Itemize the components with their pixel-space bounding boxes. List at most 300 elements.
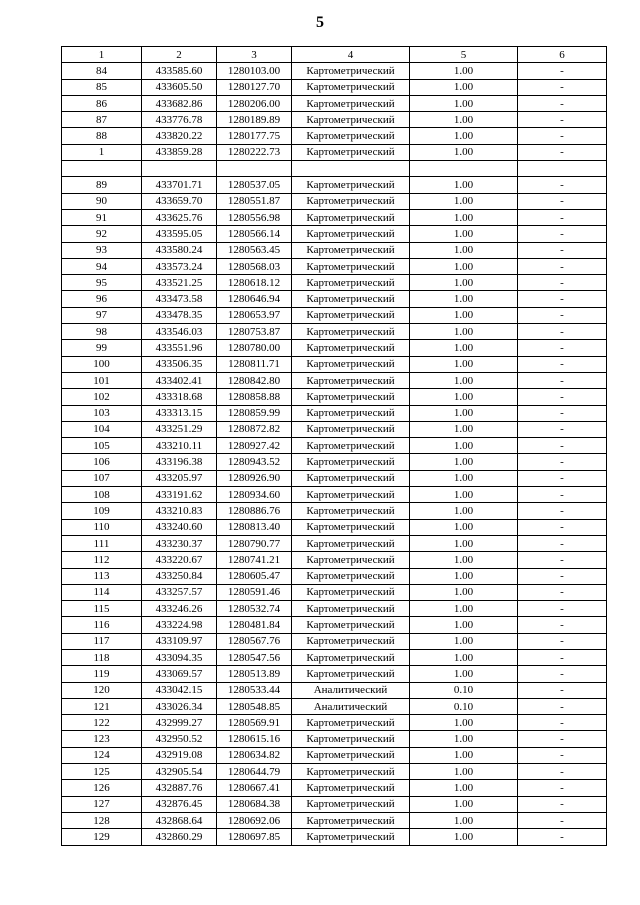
table-cell: 1.00 [410, 340, 518, 356]
table-cell: 433224.98 [142, 617, 217, 633]
table-cell: 1.00 [410, 829, 518, 845]
table-cell: 116 [62, 617, 142, 633]
table-cell: 1280653.97 [217, 307, 292, 323]
table-cell: 433625.76 [142, 209, 217, 225]
table-cell: 432950.52 [142, 731, 217, 747]
table-row [62, 649, 607, 665]
table-cell: 1280692.06 [217, 812, 292, 828]
table-cell: Картометрический [292, 275, 410, 291]
table-cell: 433230.37 [142, 535, 217, 551]
table-row [62, 454, 607, 470]
table-cell: 115 [62, 601, 142, 617]
table-cell: 433313.15 [142, 405, 217, 421]
table-cell: 1280566.14 [217, 226, 292, 242]
table-cell: Картометрический [292, 128, 410, 144]
table-row [62, 487, 607, 503]
table-cell: 104 [62, 421, 142, 437]
table-cell: 1.00 [410, 95, 518, 111]
table-cell: 124 [62, 747, 142, 763]
table-cell: 119 [62, 666, 142, 682]
table-cell: 433069.57 [142, 666, 217, 682]
table-row [62, 731, 607, 747]
table-cell: 117 [62, 633, 142, 649]
table-cell: - [518, 356, 607, 372]
table-cell: 1.00 [410, 812, 518, 828]
table-row [62, 796, 607, 812]
table-cell: 0.10 [410, 682, 518, 698]
table-cell: 1280567.76 [217, 633, 292, 649]
table-cell: 433042.15 [142, 682, 217, 698]
table-cell: - [518, 128, 607, 144]
table-cell: 1.00 [410, 715, 518, 731]
table-cell: 1.00 [410, 356, 518, 372]
column-header: 5 [410, 47, 518, 63]
table-cell: 433026.34 [142, 698, 217, 714]
table-cell: 433820.22 [142, 128, 217, 144]
table-cell: - [518, 698, 607, 714]
table-cell: 432887.76 [142, 780, 217, 796]
table-cell: 1280481.84 [217, 617, 292, 633]
table-cell: 113 [62, 568, 142, 584]
table-cell: 114 [62, 584, 142, 600]
table-cell: 102 [62, 389, 142, 405]
table-cell: 432919.08 [142, 747, 217, 763]
table-cell: 1280206.00 [217, 95, 292, 111]
table-cell: 1.00 [410, 275, 518, 291]
column-header: 2 [142, 47, 217, 63]
table-row [62, 698, 607, 714]
table-cell: Картометрический [292, 177, 410, 193]
table-cell: Картометрический [292, 389, 410, 405]
table-cell: Картометрический [292, 503, 410, 519]
table-cell: 433473.58 [142, 291, 217, 307]
table-cell: - [518, 519, 607, 535]
table-cell: 1.00 [410, 633, 518, 649]
table-row [62, 161, 607, 177]
table-row [62, 519, 607, 535]
table-cell: - [518, 747, 607, 763]
table-row [62, 372, 607, 388]
table-cell: 433701.71 [142, 177, 217, 193]
table-row [62, 193, 607, 209]
table-header-row [62, 47, 607, 63]
table-cell: Картометрический [292, 144, 410, 160]
table-cell: 432876.45 [142, 796, 217, 812]
table-cell: 1.00 [410, 552, 518, 568]
table-row [62, 747, 607, 763]
table-cell: 96 [62, 291, 142, 307]
table-cell: Аналитический [292, 682, 410, 698]
table-cell [410, 161, 518, 177]
table-cell: 1.00 [410, 666, 518, 682]
table-cell: 1.00 [410, 144, 518, 160]
table-row [62, 95, 607, 111]
table-row [62, 568, 607, 584]
table-cell: Картометрический [292, 209, 410, 225]
table-row [62, 780, 607, 796]
table-row [62, 307, 607, 323]
table-cell: 1.00 [410, 193, 518, 209]
table-cell: - [518, 470, 607, 486]
table-cell: Картометрический [292, 307, 410, 323]
table-row [62, 715, 607, 731]
table-cell: 1.00 [410, 568, 518, 584]
table-cell: 1280813.40 [217, 519, 292, 535]
table-cell: 125 [62, 764, 142, 780]
table-cell: 433251.29 [142, 421, 217, 437]
table-cell: 1280858.88 [217, 389, 292, 405]
table-cell: Картометрический [292, 226, 410, 242]
table-cell: - [518, 601, 607, 617]
table-cell: - [518, 715, 607, 731]
table-cell: - [518, 649, 607, 665]
table-cell: 1280741.21 [217, 552, 292, 568]
table-cell [292, 161, 410, 177]
table-cell: - [518, 258, 607, 274]
table-cell: 1280886.76 [217, 503, 292, 519]
table-row [62, 79, 607, 95]
table-cell: - [518, 535, 607, 551]
table-cell: 118 [62, 649, 142, 665]
table-cell: Картометрический [292, 552, 410, 568]
table-cell: 1280569.91 [217, 715, 292, 731]
table-row [62, 666, 607, 682]
table-cell: 432999.27 [142, 715, 217, 731]
table-cell: 1.00 [410, 242, 518, 258]
table-row [62, 633, 607, 649]
table-cell: 433220.67 [142, 552, 217, 568]
table-cell: 1.00 [410, 519, 518, 535]
table-cell: 1.00 [410, 307, 518, 323]
table-cell: 1280537.05 [217, 177, 292, 193]
table-cell: - [518, 764, 607, 780]
table-cell: 433859.28 [142, 144, 217, 160]
table-cell: 1280697.85 [217, 829, 292, 845]
table-cell: 108 [62, 487, 142, 503]
table-cell: 111 [62, 535, 142, 551]
table-cell: 1280103.00 [217, 63, 292, 79]
table-cell: 100 [62, 356, 142, 372]
table-cell: 433478.35 [142, 307, 217, 323]
table-cell: - [518, 307, 607, 323]
table-cell: 1280591.46 [217, 584, 292, 600]
table-cell: 1280605.47 [217, 568, 292, 584]
table-cell: 1.00 [410, 128, 518, 144]
table-cell [142, 161, 217, 177]
table-cell: 1.00 [410, 454, 518, 470]
table-cell: - [518, 63, 607, 79]
table-cell: 433191.62 [142, 487, 217, 503]
table-cell: Картометрический [292, 829, 410, 845]
table-cell: 433196.38 [142, 454, 217, 470]
table-cell: 1280646.94 [217, 291, 292, 307]
table-cell: Картометрический [292, 633, 410, 649]
table-cell: - [518, 112, 607, 128]
table-cell: Картометрический [292, 242, 410, 258]
table-cell: 0.10 [410, 698, 518, 714]
table-cell: 433210.11 [142, 438, 217, 454]
table-cell: 1.00 [410, 649, 518, 665]
table-row [62, 552, 607, 568]
table-cell: - [518, 633, 607, 649]
table-cell: 1.00 [410, 79, 518, 95]
table-cell: 1.00 [410, 535, 518, 551]
table-cell: Картометрический [292, 470, 410, 486]
table-row [62, 356, 607, 372]
table-cell: Картометрический [292, 421, 410, 437]
table-cell: 1280943.52 [217, 454, 292, 470]
table-cell: - [518, 242, 607, 258]
table-row [62, 128, 607, 144]
table-cell: 433551.96 [142, 340, 217, 356]
table-cell: 1 [62, 144, 142, 160]
table-cell: - [518, 144, 607, 160]
table-row [62, 209, 607, 225]
table-cell: 433659.70 [142, 193, 217, 209]
table-cell: 433595.05 [142, 226, 217, 242]
table-cell: 432868.64 [142, 812, 217, 828]
table-cell: Картометрический [292, 95, 410, 111]
table-cell: 1280780.00 [217, 340, 292, 356]
column-header: 4 [292, 47, 410, 63]
table-cell: 1280927.42 [217, 438, 292, 454]
table-cell: Картометрический [292, 617, 410, 633]
table-row [62, 340, 607, 356]
coordinates-table [61, 46, 607, 846]
table-cell: - [518, 291, 607, 307]
table-cell: 89 [62, 177, 142, 193]
table-row [62, 389, 607, 405]
table-cell: - [518, 226, 607, 242]
table-cell: 90 [62, 193, 142, 209]
table-cell: - [518, 193, 607, 209]
table-row [62, 829, 607, 845]
table-cell: 433580.24 [142, 242, 217, 258]
table-cell: 1.00 [410, 258, 518, 274]
table-cell: Картометрический [292, 519, 410, 535]
table-cell: Картометрический [292, 535, 410, 551]
table-row [62, 275, 607, 291]
table-cell: 85 [62, 79, 142, 95]
table-cell: 1.00 [410, 487, 518, 503]
table-cell: Картометрический [292, 340, 410, 356]
table-cell: 433109.97 [142, 633, 217, 649]
table-cell: - [518, 568, 607, 584]
table-cell: Картометрический [292, 796, 410, 812]
table-cell: 1280859.99 [217, 405, 292, 421]
table-cell: 1.00 [410, 226, 518, 242]
table-cell: 1280842.80 [217, 372, 292, 388]
table-cell: 110 [62, 519, 142, 535]
table-cell: 1280753.87 [217, 324, 292, 340]
table-cell: 1.00 [410, 747, 518, 763]
table-cell: 1.00 [410, 617, 518, 633]
table-cell: - [518, 438, 607, 454]
table-cell: 128 [62, 812, 142, 828]
table-cell: 1.00 [410, 731, 518, 747]
table-cell: 1280811.71 [217, 356, 292, 372]
table-cell: 432860.29 [142, 829, 217, 845]
table-cell: 1280618.12 [217, 275, 292, 291]
table-cell: 1.00 [410, 421, 518, 437]
table-cell: Картометрический [292, 405, 410, 421]
table-cell: 433210.83 [142, 503, 217, 519]
table-cell: - [518, 177, 607, 193]
table-row [62, 503, 607, 519]
table-cell: - [518, 796, 607, 812]
table-cell: - [518, 617, 607, 633]
table-cell: 93 [62, 242, 142, 258]
table-cell: 433246.26 [142, 601, 217, 617]
table-cell: 127 [62, 796, 142, 812]
table-cell: 101 [62, 372, 142, 388]
table-cell: 1280644.79 [217, 764, 292, 780]
table-cell: 1.00 [410, 63, 518, 79]
table-cell: Картометрический [292, 747, 410, 763]
table-row [62, 812, 607, 828]
table-cell: 1.00 [410, 470, 518, 486]
table-cell: - [518, 324, 607, 340]
table-cell: - [518, 829, 607, 845]
table-cell: - [518, 584, 607, 600]
table-cell: - [518, 487, 607, 503]
table-cell: - [518, 372, 607, 388]
table-cell: 88 [62, 128, 142, 144]
table-cell: - [518, 731, 607, 747]
table-cell: 1280684.38 [217, 796, 292, 812]
table-row [62, 112, 607, 128]
table-cell: 1280934.60 [217, 487, 292, 503]
table-cell: 433573.24 [142, 258, 217, 274]
table-cell: Картометрический [292, 715, 410, 731]
table-cell: 1280532.74 [217, 601, 292, 617]
table-cell: Картометрический [292, 193, 410, 209]
table-cell: - [518, 682, 607, 698]
table-row [62, 438, 607, 454]
table-row [62, 421, 607, 437]
table-cell: 1.00 [410, 796, 518, 812]
table-cell: - [518, 780, 607, 796]
table-cell: 94 [62, 258, 142, 274]
table-cell: Картометрический [292, 356, 410, 372]
table-cell: 123 [62, 731, 142, 747]
table-cell: 122 [62, 715, 142, 731]
table-cell: 121 [62, 698, 142, 714]
table-cell: - [518, 421, 607, 437]
table-cell: 1280547.56 [217, 649, 292, 665]
table-cell: 1280563.45 [217, 242, 292, 258]
table-row [62, 177, 607, 193]
table-cell: Картометрический [292, 731, 410, 747]
table-cell: Картометрический [292, 438, 410, 454]
table-cell: 1.00 [410, 389, 518, 405]
table-cell: - [518, 209, 607, 225]
table-row [62, 584, 607, 600]
table-cell: 433250.84 [142, 568, 217, 584]
table-cell: 433585.60 [142, 63, 217, 79]
page-number: 5 [316, 14, 324, 31]
table-row [62, 764, 607, 780]
table-cell: 1280533.44 [217, 682, 292, 698]
table-cell: 99 [62, 340, 142, 356]
table-cell: Картометрический [292, 324, 410, 340]
table-cell: 433240.60 [142, 519, 217, 535]
table-cell: - [518, 454, 607, 470]
table-cell: 433257.57 [142, 584, 217, 600]
table-cell: 433205.97 [142, 470, 217, 486]
column-header: 3 [217, 47, 292, 63]
table-row [62, 535, 607, 551]
table-cell: 1.00 [410, 324, 518, 340]
table-cell: - [518, 666, 607, 682]
table-cell: 433094.35 [142, 649, 217, 665]
table-cell: 97 [62, 307, 142, 323]
table-cell: 1280189.89 [217, 112, 292, 128]
table-cell [62, 161, 142, 177]
table-cell: - [518, 340, 607, 356]
table-cell: 1280568.03 [217, 258, 292, 274]
table-cell: 1.00 [410, 438, 518, 454]
table-cell: 1.00 [410, 764, 518, 780]
table-cell: 1280790.77 [217, 535, 292, 551]
table-row [62, 682, 607, 698]
table-cell: 1.00 [410, 405, 518, 421]
table-cell: 1280872.82 [217, 421, 292, 437]
table-cell: - [518, 389, 607, 405]
table-cell: 432905.54 [142, 764, 217, 780]
table-cell: 1280634.82 [217, 747, 292, 763]
table-row [62, 405, 607, 421]
table-cell: 433521.25 [142, 275, 217, 291]
table-cell: Картометрический [292, 601, 410, 617]
table-cell: 433682.86 [142, 95, 217, 111]
table-cell: Картометрический [292, 112, 410, 128]
table-cell: 1.00 [410, 177, 518, 193]
table-cell: 112 [62, 552, 142, 568]
table-cell: 106 [62, 454, 142, 470]
table-cell [518, 161, 607, 177]
table-cell: 1280615.16 [217, 731, 292, 747]
table-cell: Картометрический [292, 454, 410, 470]
table-row [62, 617, 607, 633]
table-row [62, 601, 607, 617]
table-cell: Картометрический [292, 812, 410, 828]
table-cell: Аналитический [292, 698, 410, 714]
table-cell: 129 [62, 829, 142, 845]
table-cell: 95 [62, 275, 142, 291]
table-cell: Картометрический [292, 780, 410, 796]
table-cell: 433776.78 [142, 112, 217, 128]
table-row [62, 470, 607, 486]
table-cell: 84 [62, 63, 142, 79]
table-cell: Картометрический [292, 79, 410, 95]
table-cell: - [518, 95, 607, 111]
table-cell: - [518, 405, 607, 421]
table-cell: 1.00 [410, 291, 518, 307]
table-cell: 120 [62, 682, 142, 698]
table-cell: Картометрический [292, 666, 410, 682]
table-cell: Картометрический [292, 258, 410, 274]
table-cell: 1.00 [410, 209, 518, 225]
table-cell: Картометрический [292, 63, 410, 79]
table-cell: 92 [62, 226, 142, 242]
table-row [62, 324, 607, 340]
column-header: 6 [518, 47, 607, 63]
table-row [62, 63, 607, 79]
table-cell: 1.00 [410, 503, 518, 519]
table-cell: 433318.68 [142, 389, 217, 405]
table-cell: 433402.41 [142, 372, 217, 388]
